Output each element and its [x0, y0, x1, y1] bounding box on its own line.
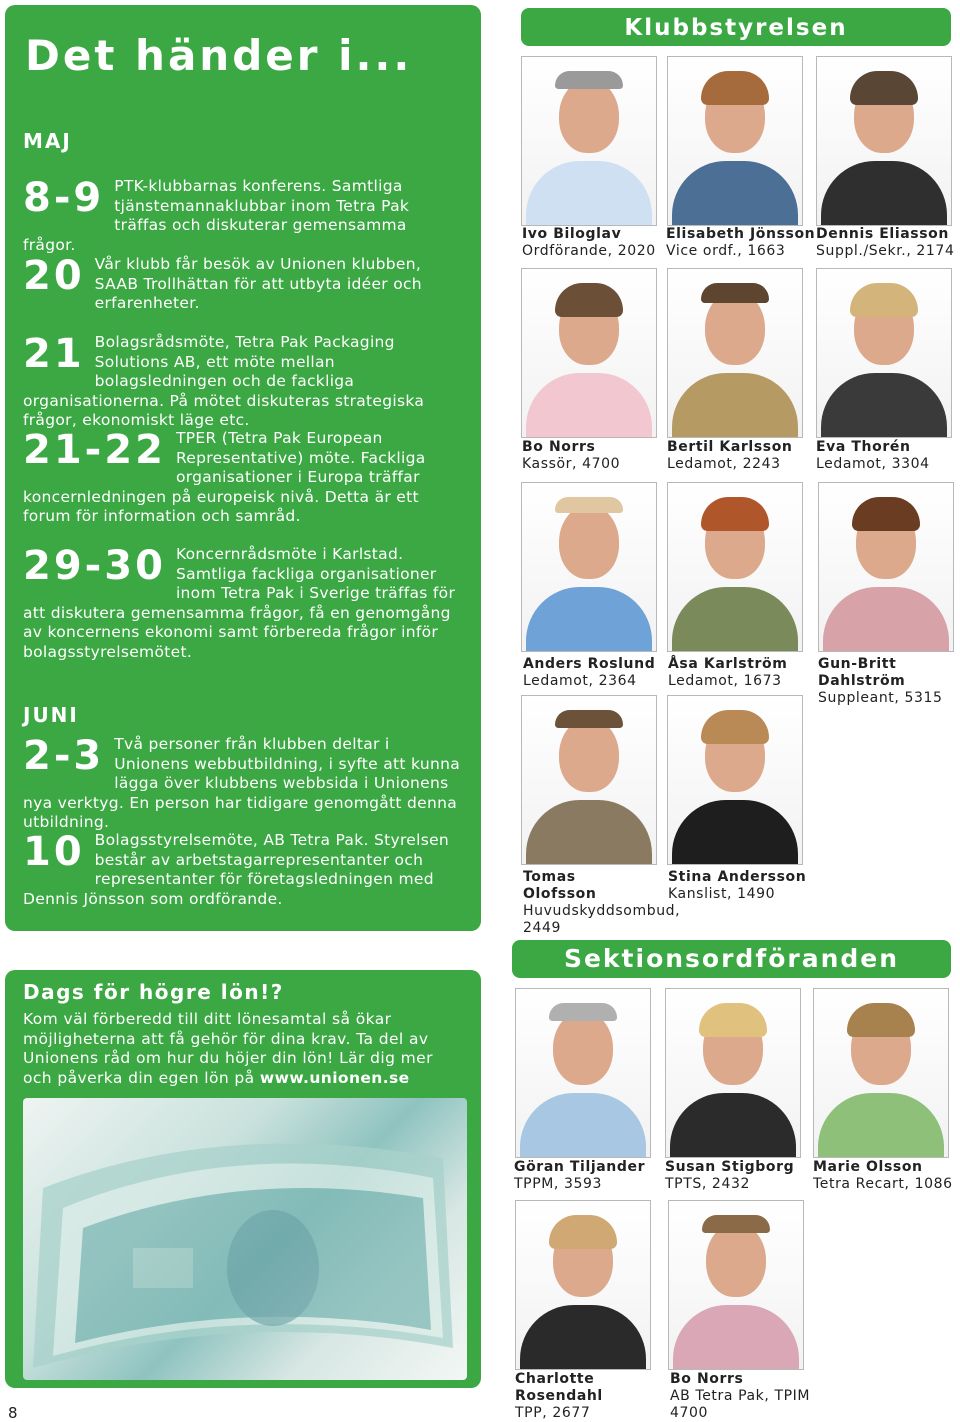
salary-body: Kom väl förberedd till ditt lönesamtal så ökar möjligheterna att få gehör för dina krav. Ta del av Unionens råd om hur du höjer din lön! Lär dig mer och påverka din egen lön på — [23, 1010, 433, 1087]
event-date: 10 — [23, 829, 85, 875]
member-photo — [816, 268, 952, 438]
banknotes-image — [23, 1098, 467, 1380]
event-date: 29-30 — [23, 543, 166, 589]
event-item — [23, 255, 463, 314]
member-name: Bo Norrs — [670, 1371, 744, 1387]
banknotes-illustration — [23, 1098, 467, 1380]
member-role: Ledamot, 3304 — [816, 456, 930, 472]
member-role: Suppleant, 5315 — [818, 690, 943, 706]
member-name: Eva Thorén — [816, 439, 911, 455]
event-date: 20 — [23, 253, 85, 299]
event-text: Bolagsstyrelsemöte, AB Tetra Pak. Styrelsen består av arbetstagarrepresentanter och representanter för företagsledningen med Dennis Jönsson som ordförande. — [23, 831, 450, 908]
member-role: AB Tetra Pak, TPIM 4700 — [670, 1388, 811, 1421]
section-chair-photo — [515, 988, 651, 1158]
section-chair-caption — [670, 1371, 820, 1422]
member-photo — [521, 482, 657, 652]
member-name: Marie Olsson — [813, 1159, 923, 1175]
section-chair-caption — [813, 1159, 953, 1193]
salary-text — [23, 1010, 463, 1088]
member-role: Tetra Recart, 1086 — [813, 1176, 953, 1192]
event-text: Koncernrådsmöte i Karlstad. Samtliga fackliga organisationer inom Tetra Pak i Sverige träffas för att diskutera gemensamma frågor, få en genomgång av koncernens ekonomi samt förbereda frågor inför bolagsstyrelsemötet. — [23, 545, 456, 661]
event-item — [23, 735, 463, 833]
member-caption — [818, 656, 948, 707]
event-text: TPER (Tetra Pak European Representative) möte. Fackliga organisationer i Europa träffar koncernledningen på europeisk nivå. Detta är ett forum för information och samråd. — [23, 429, 426, 525]
member-name: Gun-Britt Dahlström — [818, 656, 906, 689]
event-text: PTK-klubbarnas konferens. Samtliga tjänstemannaklubbar inom Tetra Pak träffas och diskuterar gemensamma frågor. — [23, 177, 410, 254]
month-may-label: MAJ — [23, 129, 72, 153]
member-photo — [521, 695, 657, 865]
event-item — [23, 545, 463, 662]
event-text: Vår klubb får besök av Unionen klubben, SAAB Trollhättan för att utbyta idéer och erfarenheter. — [94, 255, 422, 312]
member-caption — [522, 439, 620, 473]
member-name: Dennis Eliasson — [816, 226, 949, 242]
member-name: Tomas Olofsson — [523, 869, 597, 902]
member-name: Susan Stigborg — [665, 1159, 795, 1175]
salary-title: Dags för högre lön!? — [23, 980, 284, 1004]
month-june-label: JUNI — [23, 703, 79, 727]
event-date: 21 — [23, 331, 85, 377]
section-chair-photo — [665, 988, 801, 1158]
member-photo — [521, 56, 657, 226]
event-text: Bolagsrådsmöte, Tetra Pak Packaging Solutions AB, ett möte mellan bolagsledningen och de fackliga organisationerna. På mötet diskuteras strategiska frågor, ekonomiskt läge etc. — [23, 333, 425, 429]
member-role: Huvudskyddsombud, 2449 — [523, 903, 681, 936]
member-caption — [522, 226, 656, 260]
section-chair-photo — [515, 1200, 651, 1370]
member-photo — [667, 56, 803, 226]
member-name: Ivo Biloglav — [522, 226, 622, 242]
event-item — [23, 831, 463, 909]
member-caption — [816, 439, 930, 473]
member-role: TPPM, 3593 — [514, 1176, 603, 1192]
member-role: Kassör, 4700 — [522, 456, 621, 472]
member-role: Ledamot, 2364 — [523, 673, 637, 689]
member-photo — [816, 56, 952, 226]
member-name: Bo Norrs — [522, 439, 596, 455]
event-date: 2-3 — [23, 733, 105, 779]
member-caption — [667, 439, 792, 473]
member-role: Ledamot, 2243 — [667, 456, 781, 472]
member-caption — [668, 869, 806, 903]
section-chair-caption — [514, 1159, 645, 1193]
member-role: TPTS, 2432 — [665, 1176, 750, 1192]
events-title: Det händer i... — [25, 31, 413, 80]
event-date: 8-9 — [23, 175, 105, 221]
member-role: Ordförande, 2020 — [522, 243, 656, 259]
member-role: Ledamot, 1673 — [668, 673, 782, 689]
member-name: Anders Roslund — [523, 656, 656, 672]
section-chair-caption — [665, 1159, 794, 1193]
member-caption — [668, 656, 787, 690]
event-item — [23, 177, 463, 255]
member-caption — [523, 869, 681, 937]
member-role: Vice ordf., 1663 — [666, 243, 786, 259]
section-chair-caption — [515, 1371, 635, 1422]
member-photo — [521, 268, 657, 438]
member-caption — [816, 226, 954, 260]
member-photo — [667, 695, 803, 865]
page-number: 8 — [8, 1404, 18, 1422]
event-text: Två personer från klubben deltar i Unionens webbutbildning, i syfte att kunna lägga över klubbens webbsida i Unionens nya verktyg. En person har tidigare genomgått denna utbildning. — [23, 735, 460, 831]
event-item — [23, 429, 463, 527]
member-name: Bertil Karlsson — [667, 439, 793, 455]
member-name: Charlotte Rosendahl — [515, 1371, 603, 1404]
member-role: TPP, 2677 — [515, 1405, 591, 1421]
unionen-link[interactable]: www.unionen.se — [259, 1068, 410, 1087]
event-date: 21-22 — [23, 427, 166, 473]
member-caption — [523, 656, 655, 690]
salary-panel — [5, 970, 481, 1388]
member-photo — [667, 482, 803, 652]
event-item — [23, 333, 463, 431]
member-name: Elisabeth Jönsson — [666, 226, 816, 242]
board-header: Klubbstyrelsen — [521, 8, 951, 46]
member-photo — [818, 482, 954, 652]
member-role: Kanslist, 1490 — [668, 886, 776, 902]
member-caption — [666, 226, 815, 260]
member-name: Göran Tiljander — [514, 1159, 646, 1175]
sections-header: Sektionsordföranden — [512, 940, 951, 978]
section-chair-photo — [668, 1200, 804, 1370]
member-name: Stina Andersson — [668, 869, 807, 885]
member-role: Suppl./Sekr., 2174 — [816, 243, 955, 259]
member-name: Åsa Karlström — [668, 656, 788, 672]
member-photo — [667, 268, 803, 438]
section-chair-photo — [813, 988, 949, 1158]
events-panel — [5, 5, 481, 931]
